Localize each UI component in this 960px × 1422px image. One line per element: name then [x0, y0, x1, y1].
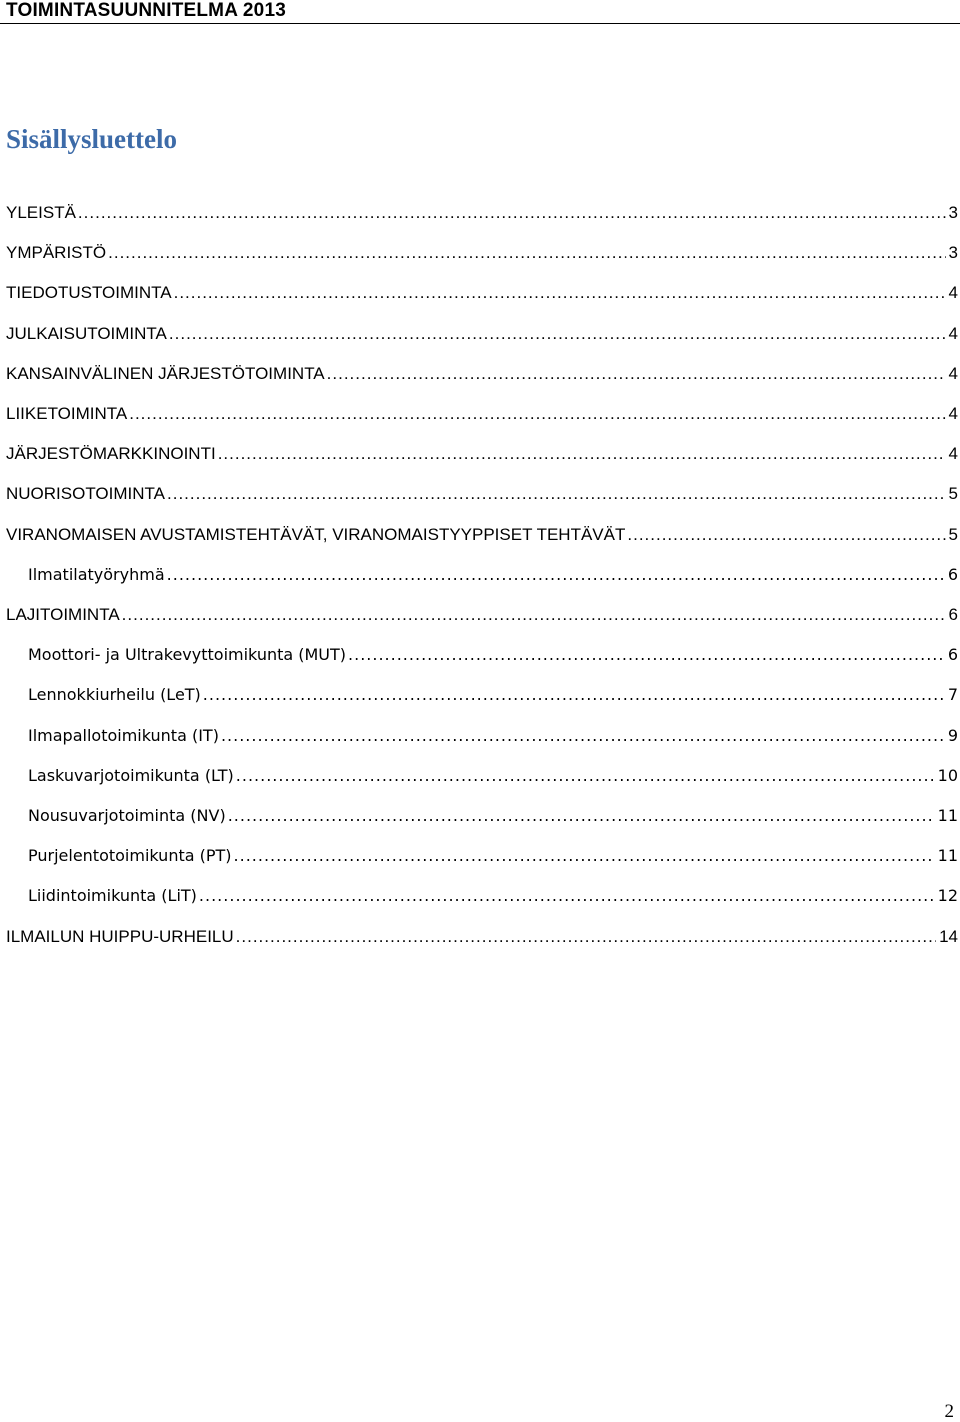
toc-entry[interactable] — [0, 278, 958, 308]
dot-leader — [122, 600, 946, 630]
toc-entry[interactable] — [0, 319, 958, 349]
toc-entry-page: 6 — [948, 605, 958, 624]
dot-leader — [627, 520, 945, 550]
toc-entry-label: Ilmapallotoimikunta (IT) — [28, 725, 219, 745]
dot-leader — [348, 640, 945, 670]
toc-entry[interactable] — [0, 680, 958, 710]
toc-entry-page: 14 — [939, 926, 958, 946]
toc-entry-label: Laskuvarjotoimikunta (LT) — [28, 765, 234, 785]
dot-leader — [236, 922, 936, 952]
toc-entry-label: KANSAINVÄLINEN JÄRJESTÖTOIMINTA — [6, 363, 325, 383]
dot-leader — [221, 721, 945, 751]
header-rule — [0, 23, 960, 24]
dot-leader — [199, 881, 935, 911]
toc-entry-label: Lennokkiurheilu (LeT) — [28, 685, 201, 705]
toc-entry-page: 4 — [948, 363, 958, 383]
toc-entry-label: LAJITOIMINTA — [6, 605, 120, 624]
dot-leader — [236, 761, 935, 791]
toc-entry[interactable] — [0, 761, 958, 791]
toc-entry[interactable] — [0, 600, 958, 630]
toc-entry-label: LIIKETOIMINTA — [6, 404, 128, 423]
toc-entry[interactable] — [0, 640, 958, 670]
dot-leader — [129, 399, 945, 429]
toc-entry-page: 9 — [947, 725, 958, 745]
toc-entry-label: Nousuvarjotoiminta (NV) — [28, 806, 226, 825]
dot-leader — [234, 841, 935, 871]
toc-entry[interactable] — [0, 721, 958, 751]
dot-leader — [108, 238, 945, 268]
dot-leader — [327, 359, 946, 389]
toc-entry-page: 5 — [948, 484, 958, 504]
page-number: 2 — [944, 1401, 954, 1422]
toc-entry[interactable] — [0, 881, 958, 911]
toc-entry-page: 4 — [948, 283, 958, 303]
toc-entry-page: 7 — [947, 685, 958, 705]
toc-entry[interactable] — [0, 439, 958, 469]
toc-entry-page: 6 — [947, 645, 958, 665]
toc-entry-page: 4 — [948, 323, 958, 343]
dot-leader — [203, 680, 945, 710]
toc-entry-label: VIRANOMAISEN AVUSTAMISTEHTÄVÄT, VIRANOMAISTYYPPISET TEHTÄVÄT — [6, 524, 626, 544]
toc-entry[interactable] — [0, 399, 958, 429]
toc-entry[interactable] — [0, 560, 958, 590]
toc-entry-label: Purjelentotoimikunta (PT) — [28, 846, 232, 866]
toc-entry[interactable] — [0, 479, 958, 509]
toc-entry[interactable] — [0, 198, 958, 228]
dot-leader — [218, 439, 946, 469]
toc-entry[interactable] — [0, 801, 958, 831]
toc-entry-page: 10 — [937, 765, 958, 785]
dot-leader — [167, 560, 945, 590]
toc-entry-page: 4 — [948, 404, 958, 423]
dot-leader — [169, 319, 946, 349]
toc-entry-page: 5 — [948, 524, 958, 544]
toc-entry-label: Liidintoimikunta (LiT) — [28, 886, 197, 906]
toc-title: Sisällysluettelo — [6, 124, 178, 154]
toc-entry-label: Ilmatilatyöryhmä — [28, 564, 165, 584]
dot-leader — [78, 198, 946, 228]
toc-entry[interactable] — [0, 238, 958, 268]
toc-entry-page: 12 — [937, 886, 958, 906]
toc-entry-page: 6 — [947, 564, 958, 584]
toc-entry[interactable] — [0, 841, 958, 871]
dot-leader — [174, 278, 946, 308]
toc-entry-label: YLEISTÄ — [6, 203, 76, 222]
toc-entry-page: 3 — [948, 203, 958, 222]
toc-entry-label: ILMAILUN HUIPPU-URHEILU — [6, 926, 234, 946]
dot-leader — [167, 479, 946, 509]
toc-entry-label: JÄRJESTÖMARKKINOINTI — [6, 444, 216, 464]
toc-entry-label: TIEDOTUSTOIMINTA — [6, 283, 172, 303]
toc-entry[interactable] — [0, 520, 958, 550]
running-header: TOIMINTASUUNNITELMA 2013 — [6, 0, 286, 21]
toc-entry-page: 11 — [937, 806, 958, 825]
dot-leader — [228, 801, 935, 831]
toc-entry-label: NUORISOTOIMINTA — [6, 484, 165, 504]
toc-entry-page: 4 — [948, 444, 958, 464]
toc-entry-page: 11 — [937, 846, 958, 866]
toc-entry-label: Moottori- ja Ultrakevyttoimikunta (MUT) — [28, 645, 347, 665]
toc-entry-label: YMPÄRISTÖ — [6, 243, 107, 263]
toc-entry[interactable] — [0, 359, 958, 389]
toc-entry-label: JULKAISUTOIMINTA — [6, 323, 167, 343]
toc-entry[interactable] — [0, 922, 958, 952]
toc-entry-page: 3 — [948, 243, 958, 263]
